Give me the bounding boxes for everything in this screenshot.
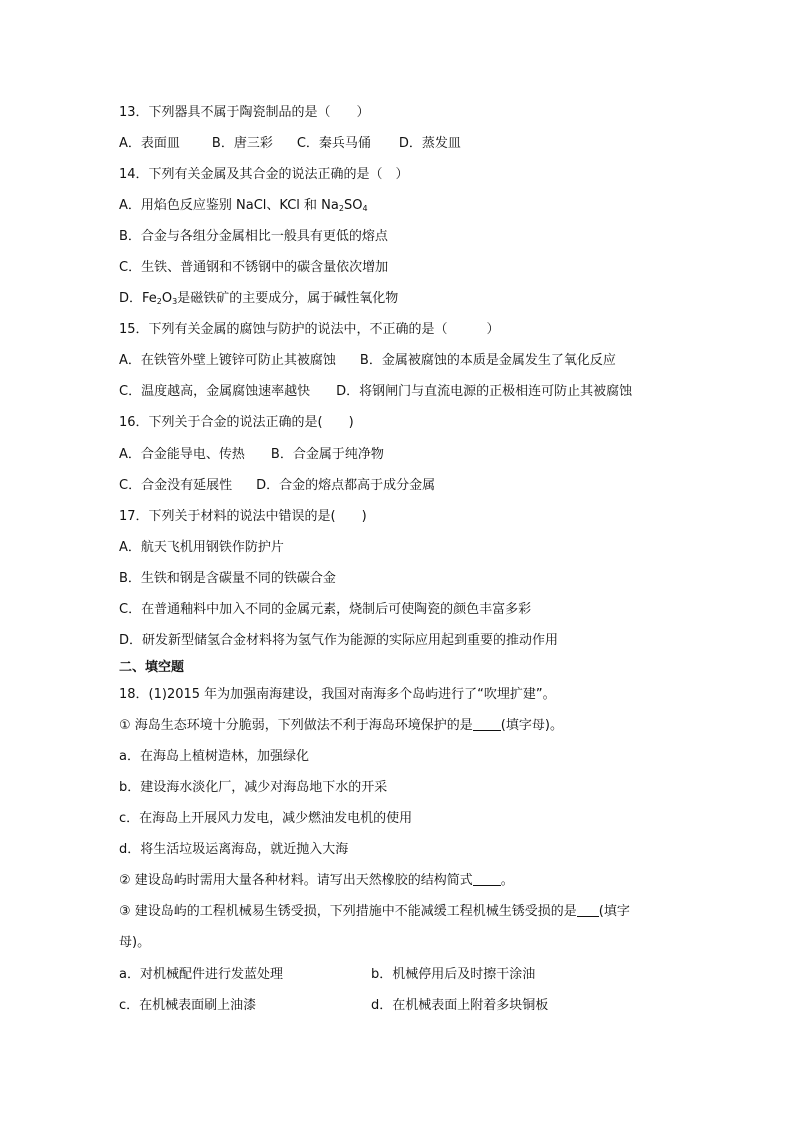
q18-part3-option-d: d．在机械表面上附着多块铜板 <box>371 998 549 1013</box>
q18-part2-stem: ② 建设岛屿时需用大量各种材料。请写出天然橡胶的结构简式 。 <box>119 873 514 888</box>
q15-option-b: B．金属被腐蚀的本质是金属发生了氧化反应 <box>359 353 616 368</box>
q16-options-cd <box>119 477 435 495</box>
q17-option-b: B．生铁和钢是含碳量不同的铁碳合金 <box>119 571 336 586</box>
q15-stem: 15．下列有关金属的腐蚀与防护的说法中，不正确的是（ ） <box>119 322 500 337</box>
q14-option-a: A．用焰色反应鉴别 NaCl、KCl 和 $Na_2SO_4$ <box>119 198 368 213</box>
q13-options <box>119 135 461 153</box>
q15-options-cd <box>119 383 632 401</box>
q18-part1-stem: ① 海岛生态环境十分脆弱，下列做法不利于海岛环境保护的是 (填字母)。 <box>119 718 563 733</box>
answer-blank <box>473 718 501 731</box>
q14-option-d: D．$Fe_2O_3$是磁铁矿的主要成分，属于碱性氧化物 <box>119 291 399 306</box>
q17-option-a: A．航天飞机用钢铁作防护片 <box>119 540 284 555</box>
q14-option-b: B．合金与各组分金属相比一般具有更低的熔点 <box>119 229 388 244</box>
q18-part1-option-b: b．建设海水淡化厂，减少对海岛地下水的开采 <box>119 780 388 795</box>
q15-option-a: A．在铁管外壁上镀锌可防止其被腐蚀 <box>119 353 336 368</box>
q18-part3-stem: ③ 建设岛屿的工程机械易生锈受损，下列措施中不能减缓工程机械生锈受损的是 (填字 <box>119 904 630 919</box>
q16-option-a: A．合金能导电、传热 <box>119 447 245 462</box>
q13-option-a: A．表面皿 <box>119 136 180 151</box>
q16-option-c: C．合金没有延展性 <box>119 478 233 493</box>
section-heading: 二、填空题 <box>119 660 185 675</box>
q15-option-c: C．温度越高，金属腐蚀速率越快 <box>119 384 311 399</box>
q18-part3-option-a: a．对机械配件进行发蓝处理 <box>119 967 283 982</box>
q16-options-ab <box>119 446 384 464</box>
q18-part3-option-b: b．机械停用后及时擦干涂油 <box>371 967 536 982</box>
q18-part1-option-a: a．在海岛上植树造林，加强绿化 <box>119 749 309 764</box>
q16-stem: 16．下列关于合金的说法正确的是( ) <box>119 415 354 430</box>
answer-blank <box>473 873 501 886</box>
q13-option-d: D．蒸发皿 <box>398 136 461 151</box>
q13-stem: 13．下列器具不属于陶瓷制品的是（ ） <box>119 105 370 120</box>
q15-options-ab <box>119 352 616 370</box>
q16-option-d: D．合金的熔点都高于成分金属 <box>256 478 436 493</box>
q18-part1-option-d: d．将生活垃圾运离海岛，就近抛入大海 <box>119 842 349 857</box>
q17-option-d: D．研发新型储氢合金材料将为氢气作为能源的实际应用起到重要的推动作用 <box>119 633 559 648</box>
q15-option-d: D．将钢闸门与直流电源的正极相连可防止其被腐蚀 <box>336 384 633 399</box>
q14-stem: 14．下列有关金属及其合金的说法正确的是（ ） <box>119 167 409 182</box>
q17-stem: 17．下列关于材料的说法中错误的是( ) <box>119 509 367 524</box>
q18-part1-option-c: c．在海岛上开展风力发电，减少燃油发电机的使用 <box>119 811 413 826</box>
q14-option-c: C．生铁、普通钢和不锈钢中的碳含量依次增加 <box>119 260 389 275</box>
q18-part3-stem-cont: 母)。 <box>119 935 151 950</box>
answer-blank <box>577 904 599 917</box>
q18-part3-option-c: c．在机械表面刷上油漆 <box>119 998 257 1013</box>
q13-option-c: C．秦兵马俑 <box>296 136 371 151</box>
q16-option-b: B．合金属于纯净物 <box>270 447 384 462</box>
q17-option-c: C．在普通釉料中加入不同的金属元素，烧制后可使陶瓷的颜色丰富多彩 <box>119 602 532 617</box>
q18-intro: 18．(1)2015 年为加强南海建设，我国对南海多个岛屿进行了“吹埋扩建”。 <box>119 687 556 702</box>
q13-option-b: B．唐三彩 <box>211 136 273 151</box>
